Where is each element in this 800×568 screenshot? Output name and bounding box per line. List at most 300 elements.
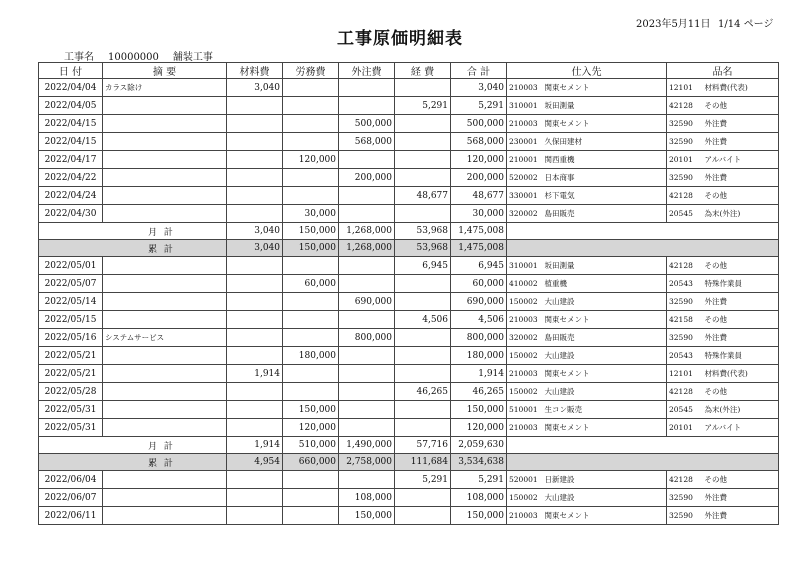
description-cell [103, 489, 227, 507]
table-row [39, 151, 779, 169]
description-cell [103, 365, 227, 383]
item-code-cell: 32590 [667, 115, 703, 133]
supplier-code-cell: 310001 [507, 97, 543, 115]
supplier-name-cell: 大山建設 [543, 293, 667, 311]
supplier-name-cell: 生コン販売 [543, 401, 667, 419]
material-cost-cell [227, 151, 283, 169]
material-cost-cell: 1,914 [227, 365, 283, 383]
item-name-cell: 外注費 [703, 293, 779, 311]
monthly-total-row [39, 437, 779, 454]
material-cost-cell [227, 97, 283, 115]
item-name-cell: その他 [703, 311, 779, 329]
labor-cost-cell [283, 507, 339, 525]
item-name-cell: その他 [703, 187, 779, 205]
description-cell [103, 257, 227, 275]
supplier-code-cell: 210003 [507, 507, 543, 525]
table-row [39, 489, 779, 507]
table-row [39, 329, 779, 347]
labor-cost-cell [283, 329, 339, 347]
report-date: 2023年5月11日 [636, 19, 711, 30]
project-label: 工事名 [64, 52, 94, 63]
supplier-name-cell: 関東セメント [543, 79, 667, 97]
supplier-code-cell: 320002 [507, 205, 543, 223]
col-header-total: 合 計 [451, 63, 507, 79]
supplier-name-cell: 杉下電気 [543, 187, 667, 205]
expense-cell [395, 115, 451, 133]
material-cost-cell: 4,954 [227, 454, 283, 471]
item-name-cell: その他 [703, 383, 779, 401]
description-cell [103, 311, 227, 329]
supplier-name-cell: 坂田測量 [543, 97, 667, 115]
labor-cost-cell [283, 115, 339, 133]
total-cell: 500,000 [451, 115, 507, 133]
labor-cost-cell: 150,000 [283, 240, 339, 257]
outsourcing-cost-cell [339, 151, 395, 169]
item-name-cell: 外注費 [703, 115, 779, 133]
cumulative-total-label: 累 計 [39, 454, 227, 471]
total-cell: 6,945 [451, 257, 507, 275]
supplier-code-cell: 330001 [507, 187, 543, 205]
total-cell: 1,914 [451, 365, 507, 383]
supplier-name-cell: 日本商事 [543, 169, 667, 187]
item-code-cell: 20545 [667, 205, 703, 223]
description-cell [103, 293, 227, 311]
expense-cell [395, 169, 451, 187]
supplier-code-cell: 520001 [507, 471, 543, 489]
material-cost-cell [227, 471, 283, 489]
supplier-code-cell: 310001 [507, 257, 543, 275]
material-cost-cell: 1,914 [227, 437, 283, 454]
total-cell: 3,534,638 [451, 454, 507, 471]
outsourcing-cost-cell [339, 347, 395, 365]
supplier-name-cell: 坂田測量 [543, 257, 667, 275]
outsourcing-cost-cell [339, 257, 395, 275]
labor-cost-cell [283, 133, 339, 151]
project-info [64, 48, 227, 63]
cumulative-total-label: 累 計 [39, 240, 227, 257]
date-cell: 2022/04/15 [39, 133, 103, 151]
supplier-code-cell: 320002 [507, 329, 543, 347]
supplier-name-cell: 植重機 [543, 275, 667, 293]
outsourcing-cost-cell [339, 471, 395, 489]
expense-cell: 5,291 [395, 471, 451, 489]
description-cell [103, 471, 227, 489]
material-cost-cell [227, 187, 283, 205]
material-cost-cell [227, 257, 283, 275]
project-name: 舗装工事 [172, 52, 213, 63]
col-header-supplier: 仕入先 [507, 63, 667, 79]
outsourcing-cost-cell [339, 97, 395, 115]
date-cell: 2022/05/15 [39, 311, 103, 329]
table-row [39, 187, 779, 205]
total-cell: 1,475,008 [451, 223, 507, 240]
table-row [39, 293, 779, 311]
material-cost-cell: 3,040 [227, 240, 283, 257]
supplier-code-cell: 150002 [507, 489, 543, 507]
item-code-cell: 32590 [667, 329, 703, 347]
expense-cell [395, 329, 451, 347]
col-header-material: 材料費 [227, 63, 283, 79]
date-cell: 2022/05/16 [39, 329, 103, 347]
total-cell: 108,000 [451, 489, 507, 507]
material-cost-cell [227, 401, 283, 419]
labor-cost-cell: 120,000 [283, 151, 339, 169]
table-body [39, 79, 779, 525]
expense-cell [395, 347, 451, 365]
monthly-total-label: 月 計 [39, 223, 227, 240]
supplier-name-cell: 島田販売 [543, 205, 667, 223]
blank-cell [507, 240, 779, 257]
date-cell: 2022/04/30 [39, 205, 103, 223]
labor-cost-cell [283, 311, 339, 329]
item-code-cell: 20543 [667, 347, 703, 365]
outsourcing-cost-cell: 800,000 [339, 329, 395, 347]
description-cell [103, 97, 227, 115]
table-row [39, 311, 779, 329]
supplier-code-cell: 210003 [507, 311, 543, 329]
labor-cost-cell [283, 489, 339, 507]
date-cell: 2022/05/28 [39, 383, 103, 401]
supplier-code-cell: 210001 [507, 151, 543, 169]
total-cell: 150,000 [451, 507, 507, 525]
date-cell: 2022/04/15 [39, 115, 103, 133]
expense-cell [395, 365, 451, 383]
expense-cell [395, 489, 451, 507]
supplier-name-cell: 関東セメント [543, 507, 667, 525]
table-row [39, 507, 779, 525]
outsourcing-cost-cell [339, 275, 395, 293]
description-cell [103, 347, 227, 365]
total-cell: 150,000 [451, 401, 507, 419]
description-cell [103, 205, 227, 223]
expense-cell: 111,684 [395, 454, 451, 471]
monthly-total-row [39, 223, 779, 240]
expense-cell [395, 293, 451, 311]
material-cost-cell: 3,040 [227, 79, 283, 97]
table-row [39, 133, 779, 151]
labor-cost-cell [283, 97, 339, 115]
expense-cell: 53,968 [395, 240, 451, 257]
labor-cost-cell: 660,000 [283, 454, 339, 471]
col-header-item: 品名 [667, 63, 779, 79]
cost-detail-table [38, 62, 779, 525]
outsourcing-cost-cell [339, 401, 395, 419]
labor-cost-cell [283, 293, 339, 311]
supplier-code-cell: 230001 [507, 133, 543, 151]
supplier-name-cell: 大山建設 [543, 347, 667, 365]
material-cost-cell [227, 133, 283, 151]
date-cell: 2022/06/04 [39, 471, 103, 489]
total-cell: 568,000 [451, 133, 507, 151]
date-cell: 2022/05/14 [39, 293, 103, 311]
description-cell [103, 151, 227, 169]
table-row [39, 347, 779, 365]
item-code-cell: 32590 [667, 133, 703, 151]
total-cell: 30,000 [451, 205, 507, 223]
material-cost-cell [227, 507, 283, 525]
labor-cost-cell: 60,000 [283, 275, 339, 293]
item-code-cell: 42128 [667, 383, 703, 401]
supplier-name-cell: 関東セメント [543, 115, 667, 133]
supplier-code-cell: 510001 [507, 401, 543, 419]
project-code: 10000000 [108, 52, 159, 63]
labor-cost-cell [283, 187, 339, 205]
outsourcing-cost-cell [339, 205, 395, 223]
expense-cell [395, 79, 451, 97]
outsourcing-cost-cell: 2,758,000 [339, 454, 395, 471]
description-cell [103, 115, 227, 133]
total-cell: 690,000 [451, 293, 507, 311]
outsourcing-cost-cell: 1,490,000 [339, 437, 395, 454]
table-row [39, 365, 779, 383]
page-title: 工事原価明細表 [337, 29, 463, 49]
material-cost-cell [227, 383, 283, 401]
expense-cell: 4,506 [395, 311, 451, 329]
item-code-cell: 20101 [667, 151, 703, 169]
material-cost-cell [227, 293, 283, 311]
outsourcing-cost-cell [339, 311, 395, 329]
expense-cell [395, 275, 451, 293]
date-cell: 2022/05/21 [39, 347, 103, 365]
total-cell: 5,291 [451, 471, 507, 489]
total-cell: 200,000 [451, 169, 507, 187]
expense-cell [395, 507, 451, 525]
supplier-name-cell: 大山建設 [543, 489, 667, 507]
labor-cost-cell: 120,000 [283, 419, 339, 437]
material-cost-cell [227, 205, 283, 223]
expense-cell [395, 151, 451, 169]
item-code-cell: 42128 [667, 97, 703, 115]
expense-cell [395, 133, 451, 151]
item-code-cell: 32590 [667, 293, 703, 311]
total-cell: 1,475,008 [451, 240, 507, 257]
table-row [39, 419, 779, 437]
total-cell: 3,040 [451, 79, 507, 97]
material-cost-cell [227, 329, 283, 347]
material-cost-cell [227, 419, 283, 437]
labor-cost-cell [283, 383, 339, 401]
description-cell [103, 383, 227, 401]
item-code-cell: 42128 [667, 471, 703, 489]
expense-cell: 6,945 [395, 257, 451, 275]
item-name-cell: 材料費(代表) [703, 365, 779, 383]
item-code-cell: 20545 [667, 401, 703, 419]
supplier-code-cell: 210003 [507, 115, 543, 133]
table-row [39, 97, 779, 115]
item-name-cell: その他 [703, 97, 779, 115]
item-name-cell: アルバイト [703, 419, 779, 437]
labor-cost-cell [283, 257, 339, 275]
item-name-cell: 外注費 [703, 489, 779, 507]
labor-cost-cell: 150,000 [283, 223, 339, 240]
supplier-code-cell: 210003 [507, 365, 543, 383]
supplier-name-cell: 島田販売 [543, 329, 667, 347]
material-cost-cell [227, 275, 283, 293]
expense-cell [395, 419, 451, 437]
outsourcing-cost-cell: 200,000 [339, 169, 395, 187]
supplier-name-cell: 関西重機 [543, 151, 667, 169]
expense-cell: 5,291 [395, 97, 451, 115]
table-row [39, 79, 779, 97]
item-code-cell: 20101 [667, 419, 703, 437]
description-cell [103, 187, 227, 205]
description-cell [103, 419, 227, 437]
material-cost-cell [227, 311, 283, 329]
total-cell: 48,677 [451, 187, 507, 205]
item-name-cell: 外注費 [703, 133, 779, 151]
supplier-name-cell: 日新建設 [543, 471, 667, 489]
description-cell: システムサービス [103, 329, 227, 347]
total-cell: 4,506 [451, 311, 507, 329]
page-indicator: 1/14 ページ [718, 19, 774, 30]
item-code-cell: 42128 [667, 257, 703, 275]
description-cell [103, 275, 227, 293]
total-cell: 5,291 [451, 97, 507, 115]
material-cost-cell [227, 169, 283, 187]
description-cell: カラス除け [103, 79, 227, 97]
total-cell: 2,059,630 [451, 437, 507, 454]
outsourcing-cost-cell [339, 79, 395, 97]
date-cell: 2022/06/11 [39, 507, 103, 525]
labor-cost-cell [283, 79, 339, 97]
supplier-name-cell: 大山建設 [543, 383, 667, 401]
date-cell: 2022/05/01 [39, 257, 103, 275]
item-name-cell: 外注費 [703, 507, 779, 525]
table-row [39, 275, 779, 293]
col-header-description: 摘 要 [103, 63, 227, 79]
item-code-cell: 20543 [667, 275, 703, 293]
outsourcing-cost-cell: 1,268,000 [339, 240, 395, 257]
date-cell: 2022/05/31 [39, 401, 103, 419]
material-cost-cell [227, 489, 283, 507]
material-cost-cell [227, 347, 283, 365]
date-cell: 2022/04/05 [39, 97, 103, 115]
item-name-cell: 外注費 [703, 329, 779, 347]
item-name-cell: 為末(外注) [703, 401, 779, 419]
material-cost-cell [227, 115, 283, 133]
outsourcing-cost-cell: 150,000 [339, 507, 395, 525]
blank-cell [507, 437, 779, 454]
table-row [39, 169, 779, 187]
description-cell [103, 401, 227, 419]
expense-cell [395, 401, 451, 419]
supplier-code-cell: 410002 [507, 275, 543, 293]
item-name-cell: 特殊作業員 [703, 275, 779, 293]
date-cell: 2022/04/22 [39, 169, 103, 187]
table-row [39, 383, 779, 401]
cumulative-total-row [39, 240, 779, 257]
col-header-date: 日 付 [39, 63, 103, 79]
labor-cost-cell [283, 365, 339, 383]
description-cell [103, 507, 227, 525]
date-cell: 2022/05/31 [39, 419, 103, 437]
supplier-name-cell: 関東セメント [543, 365, 667, 383]
outsourcing-cost-cell: 690,000 [339, 293, 395, 311]
total-cell: 120,000 [451, 419, 507, 437]
item-name-cell: 外注費 [703, 169, 779, 187]
blank-cell [507, 223, 779, 240]
supplier-code-cell: 150002 [507, 347, 543, 365]
date-cell: 2022/04/04 [39, 79, 103, 97]
item-name-cell: アルバイト [703, 151, 779, 169]
item-code-cell: 32590 [667, 169, 703, 187]
material-cost-cell: 3,040 [227, 223, 283, 240]
supplier-name-cell: 関東セメント [543, 419, 667, 437]
outsourcing-cost-cell [339, 187, 395, 205]
supplier-code-cell: 210003 [507, 79, 543, 97]
total-cell: 800,000 [451, 329, 507, 347]
outsourcing-cost-cell: 568,000 [339, 133, 395, 151]
date-cell: 2022/05/07 [39, 275, 103, 293]
date-cell: 2022/04/17 [39, 151, 103, 169]
item-code-cell: 42158 [667, 311, 703, 329]
supplier-code-cell: 210003 [507, 419, 543, 437]
expense-cell: 53,968 [395, 223, 451, 240]
total-cell: 120,000 [451, 151, 507, 169]
item-code-cell: 12101 [667, 365, 703, 383]
expense-cell: 48,677 [395, 187, 451, 205]
table-header-row [39, 63, 779, 79]
expense-cell: 46,265 [395, 383, 451, 401]
item-name-cell: その他 [703, 257, 779, 275]
labor-cost-cell: 150,000 [283, 401, 339, 419]
labor-cost-cell [283, 471, 339, 489]
col-header-expenses: 経 費 [395, 63, 451, 79]
total-cell: 180,000 [451, 347, 507, 365]
date-cell: 2022/05/21 [39, 365, 103, 383]
supplier-name-cell: 久保田建材 [543, 133, 667, 151]
labor-cost-cell [283, 169, 339, 187]
outsourcing-cost-cell [339, 383, 395, 401]
description-cell [103, 169, 227, 187]
labor-cost-cell: 180,000 [283, 347, 339, 365]
outsourcing-cost-cell [339, 365, 395, 383]
supplier-code-cell: 520002 [507, 169, 543, 187]
col-header-outsourcing: 外注費 [339, 63, 395, 79]
expense-cell [395, 205, 451, 223]
outsourcing-cost-cell: 500,000 [339, 115, 395, 133]
supplier-name-cell: 関東セメント [543, 311, 667, 329]
table-row [39, 471, 779, 489]
outsourcing-cost-cell: 1,268,000 [339, 223, 395, 240]
supplier-code-cell: 150002 [507, 293, 543, 311]
item-name-cell: 材料費(代表) [703, 79, 779, 97]
cumulative-total-row [39, 454, 779, 471]
total-cell: 46,265 [451, 383, 507, 401]
item-name-cell: その他 [703, 471, 779, 489]
table-row [39, 257, 779, 275]
table-row [39, 401, 779, 419]
date-cell: 2022/06/07 [39, 489, 103, 507]
monthly-total-label: 月 計 [39, 437, 227, 454]
outsourcing-cost-cell: 108,000 [339, 489, 395, 507]
total-cell: 60,000 [451, 275, 507, 293]
table-row [39, 115, 779, 133]
labor-cost-cell: 30,000 [283, 205, 339, 223]
labor-cost-cell: 510,000 [283, 437, 339, 454]
blank-cell [507, 454, 779, 471]
item-name-cell: 為末(外注) [703, 205, 779, 223]
date-cell: 2022/04/24 [39, 187, 103, 205]
item-code-cell: 42128 [667, 187, 703, 205]
col-header-labor: 労務費 [283, 63, 339, 79]
item-code-cell: 32590 [667, 507, 703, 525]
table-row [39, 205, 779, 223]
item-code-cell: 32590 [667, 489, 703, 507]
outsourcing-cost-cell [339, 419, 395, 437]
supplier-code-cell: 150002 [507, 383, 543, 401]
item-code-cell: 12101 [667, 79, 703, 97]
